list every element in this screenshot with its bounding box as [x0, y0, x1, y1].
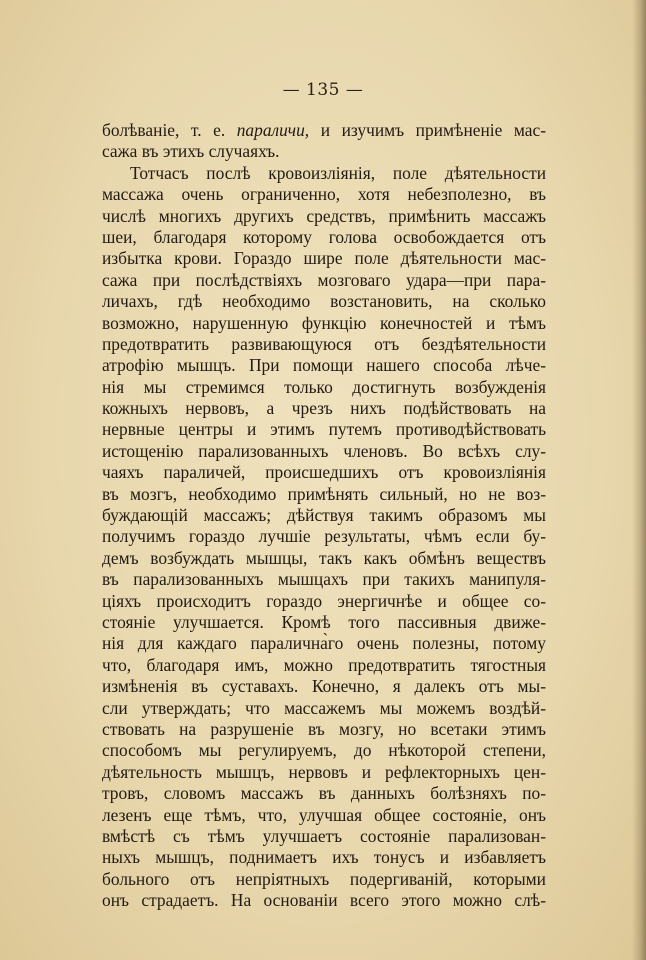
text-segment: болѣваніе, т. е. [102, 120, 237, 140]
text-line: нервные центры и этимъ путемъ противодѣйствовать [102, 419, 546, 440]
text-line: демъ возбуждать мышцы, такъ какъ обмѣнъ веществъ [102, 547, 546, 568]
text-line: личахъ, гдѣ необходимо возстановить, на сколько [102, 291, 546, 312]
text-line: способомъ мы регулируемъ, до нѣкоторой степени, [102, 740, 546, 761]
text-line [102, 120, 546, 141]
text-line: въ парализованныхъ мышцахъ при такихъ манипуля- [102, 569, 546, 590]
text-line: ціяхъ происходитъ гораздо энергичнѣе и общее со- [102, 590, 546, 611]
text-line: стояніе улучшается. Кромѣ того пассивныя движе- [102, 611, 546, 632]
text-line: дѣятельность мышцъ, нервовъ и рефлекторныхъ цен- [102, 761, 546, 782]
text-line: буждающій массажъ; дѣйствуя такимъ образомъ мы [102, 505, 546, 526]
text-line: нія мы стремимся только достигнуть возбужденія [102, 376, 546, 397]
page-number: — 135 — [282, 80, 364, 100]
text-line: числѣ многихъ другихъ средствъ, примѣнить массажъ [102, 205, 546, 226]
text-line: измѣненія въ суставахъ. Конечно, я далекъ отъ мы- [102, 676, 546, 697]
paragraph-start-line: Тотчасъ послѣ кровоизліянія, поле дѣятельности [130, 162, 546, 183]
text-line: вмѣстѣ съ тѣмъ улучшаетъ состояніе парализован- [102, 825, 546, 846]
text-line: получимъ гораздо лучшіе результаты, чѣмъ если бу- [102, 526, 546, 547]
text-line: въ мозгъ, необходимо примѣнять сильный, но не воз- [102, 483, 546, 504]
text-line: истощенію парализованныхъ членовъ. Во всѣхъ слу- [102, 440, 546, 461]
text-line: кожныхъ нервовъ, а чрезъ нихъ подѣйствовать на [102, 398, 546, 419]
text-line: онъ страдаетъ. На основаніи всего этого можно слѣ- [102, 890, 546, 911]
text-line: чаяхъ параличей, происшедшихъ отъ кровоизліянія [102, 462, 546, 483]
body-text [102, 120, 546, 911]
text-line: ствовать на разрушеніе въ мозгу, но всетаки этимъ [102, 718, 546, 739]
text-line: сажа при послѣдствіяхъ мозговаго удара—при пара- [102, 269, 546, 290]
text-line: атрофію мышцъ. При помощи нашего способа лѣче- [102, 355, 546, 376]
text-line: тровъ, словомъ массажъ въ данныхъ болѣзняхъ по- [102, 783, 546, 804]
text-line: возможно, нарушенную функцію конечностей и тѣмъ [102, 312, 546, 333]
text-line: что, благодаря имъ, можно предотвратить тягостныя [102, 654, 546, 675]
text-line: больного отъ непріятныхъ подергиваній, которыми [102, 868, 546, 889]
text-line: сли утверждать; что массажемъ мы можемъ воздѣй- [102, 697, 546, 718]
text-line: лезенъ еще тѣмъ, что, улучшая общее состояніе, онъ [102, 804, 546, 825]
text-segment: и изучимъ примѣненіе мас- [309, 120, 546, 140]
text-line: избытка крови. Гораздо шире поле дѣятельности мас- [102, 248, 546, 269]
text-line: массажа очень ограниченно, хотя небезполезно, въ [102, 184, 546, 205]
text-line: шеи, благодаря которому голова освобождается отъ [102, 226, 546, 247]
italic-term: параличи, [236, 120, 310, 140]
text-line: сажа въ этихъ случаяхъ. [102, 141, 280, 162]
text-line: предотвратить развивающуюся отъ бездѣятельности [102, 333, 546, 354]
text-line: нія для каждаго паралична̀го очень полезны, потому [102, 633, 546, 654]
text-line: ныхъ мышцъ, поднимаетъ ихъ тонусъ и избавляетъ [102, 847, 546, 868]
page-edge-shadow [632, 0, 646, 960]
